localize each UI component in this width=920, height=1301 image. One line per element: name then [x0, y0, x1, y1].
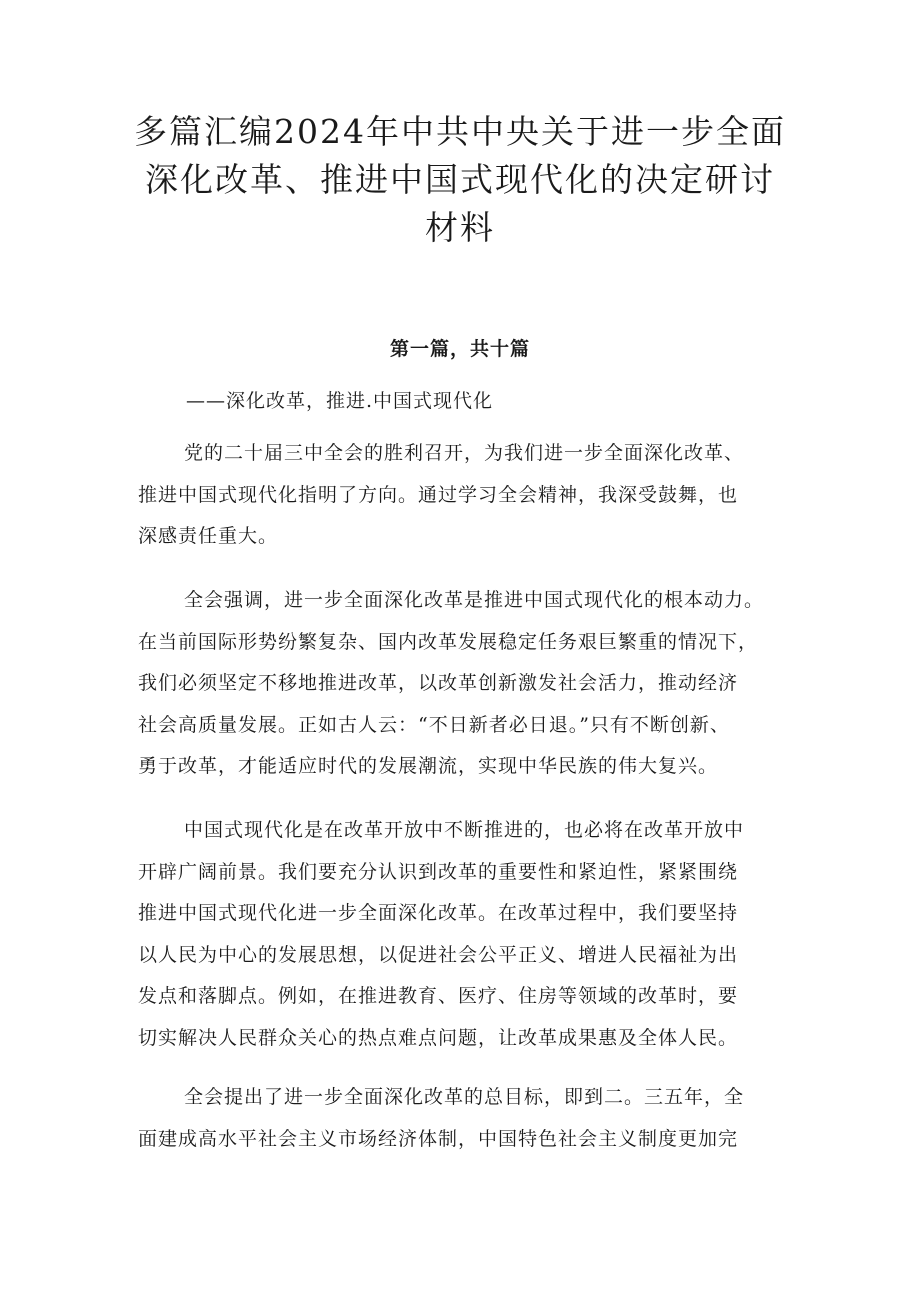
paragraph-line: 深感责任重大。 — [138, 525, 279, 547]
paragraph-line: 推进中国式现代化进一步全面深化改革。在改革过程中，我们要坚持 — [138, 902, 739, 924]
paragraph-line: 面建成高水平社会主义市场经济体制，中国特色社会主义制度更加完 — [138, 1127, 739, 1150]
title-line: 深化改革、推进中国式现代化的决定研讨 — [145, 160, 775, 199]
paragraph-line: 推进中国式现代化指明了方向。通过学习全会精神，我深受鼓舞，也 — [138, 483, 739, 506]
paragraph-line: 中国式现代化是在改革开放中不断推进的，也必将在改革开放中 — [184, 819, 745, 841]
title-line: 多篇汇编2024年中共中央关于进一步全面 — [134, 112, 786, 151]
paragraph — [138, 810, 798, 1059]
document-title — [130, 108, 790, 252]
section-heading: 第一篇，共十篇 — [389, 338, 530, 360]
paragraph-line: 全会强调，进一步全面深化改革是推进中国式现代化的根本动力。 — [184, 589, 765, 611]
paragraph-line: 我们必须坚定不移地推进改革，以改革创新激发社会活力，推动经济 — [138, 672, 739, 694]
paragraph — [138, 433, 798, 558]
paragraph-line: 以人民为中心的发展思想，以促进社会公平正义、增进人民福祉为出 — [138, 943, 739, 966]
paragraph-line: 在当前国际形势纷繁复杂、国内改革发展稳定任务艰巨繁重的情况下， — [138, 630, 759, 653]
paragraph — [138, 1077, 798, 1160]
paragraph — [138, 580, 798, 788]
paragraph-line: 社会高质量发展。正如古人云：“不日新者必日退。”只有不断创新、 — [138, 713, 730, 736]
paragraph-line: 党的二十届三中全会的胜利召开，为我们进一步全面深化改革、 — [184, 442, 745, 464]
paragraph-line: 勇于改革，才能适应时代的发展潮流，实现中华民族的伟大复兴。 — [138, 755, 719, 777]
section-subtitle: ——深化改革，推进.中国式现代化 — [186, 390, 494, 412]
paragraph-line: 开辟广阔前景。我们要充分认识到改革的重要性和紧迫性，紧紧围绕 — [138, 860, 739, 883]
paragraph-line: 切实解决人民群众关心的热点难点问题，让改革成果惠及全体人民。 — [138, 1026, 739, 1049]
paragraph-line: 全会提出了进一步全面深化改革的总目标，即到二。三五年，全 — [184, 1086, 745, 1108]
title-line: 材料 — [425, 208, 495, 247]
paragraph-line: 发点和落脚点。例如，在推进教育、医疗、住房等领域的改革时，要 — [138, 985, 739, 1007]
